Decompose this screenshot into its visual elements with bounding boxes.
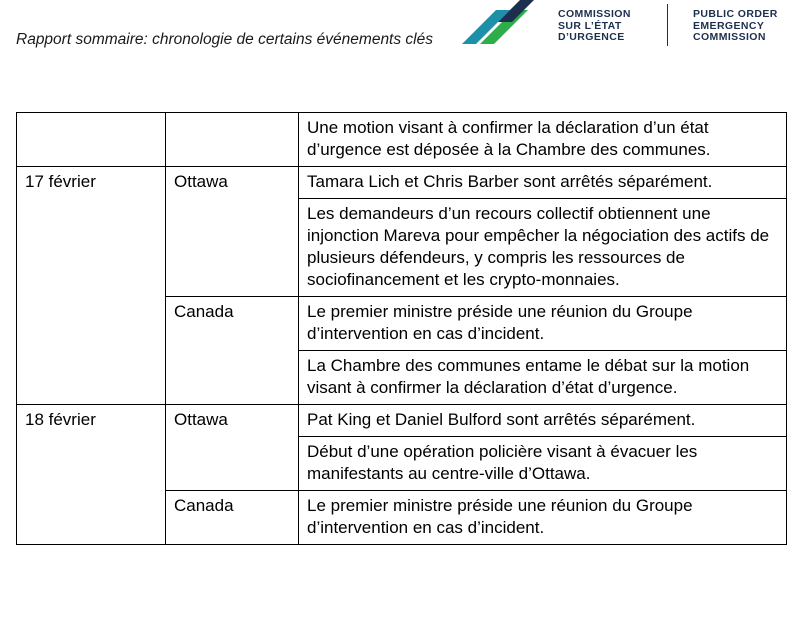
event-cell: Tamara Lich et Chris Barber sont arrêtés séparément. [299,167,787,199]
event-cell: Début d’une opération policière visant à évacuer les manifestants au centre-ville d’Ottawa. [299,437,787,491]
location-cell: Canada [166,491,299,545]
event-cell: Le premier ministre préside une réunion du Groupe d’intervention en cas d’incident. [299,491,787,545]
event-cell: La Chambre des communes entame le débat sur la motion visant à confirmer la déclaration d’état d’urgence. [299,351,787,405]
date-cell: 17 février [17,167,166,405]
logo-text-fr: COMMISSION SUR L’ÉTAT D’URGENCE [558,8,631,43]
report-title: Rapport sommaire: chronologie de certains événements clés [16,31,433,48]
location-cell [166,113,299,167]
location-cell: Ottawa [166,405,299,491]
logo-divider [667,4,668,46]
event-cell: Le premier ministre préside une réunion du Groupe d’intervention en cas d’incident. [299,297,787,351]
date-cell [17,113,166,167]
event-cell: Une motion visant à confirmer la déclaration d’un état d’urgence est déposée à la Chambre des communes. [299,113,787,167]
event-cell: Les demandeurs d’un recours collectif obtiennent une injonction Mareva pour empêcher la négociation des actifs de plusieurs défendeurs, y compris les ressources de sociofinancement et les crypto-monnaies. [299,199,787,297]
commission-logo-icon [458,0,538,50]
date-cell: 18 février [17,405,166,545]
table-row [17,167,787,199]
location-cell: Ottawa [166,167,299,297]
table-row [17,113,787,167]
location-cell: Canada [166,297,299,405]
timeline-table [16,112,787,545]
event-cell: Pat King et Daniel Bulford sont arrêtés séparément. [299,405,787,437]
table-row [17,405,787,437]
logo-text-en: PUBLIC ORDER EMERGENCY COMMISSION [693,8,778,43]
